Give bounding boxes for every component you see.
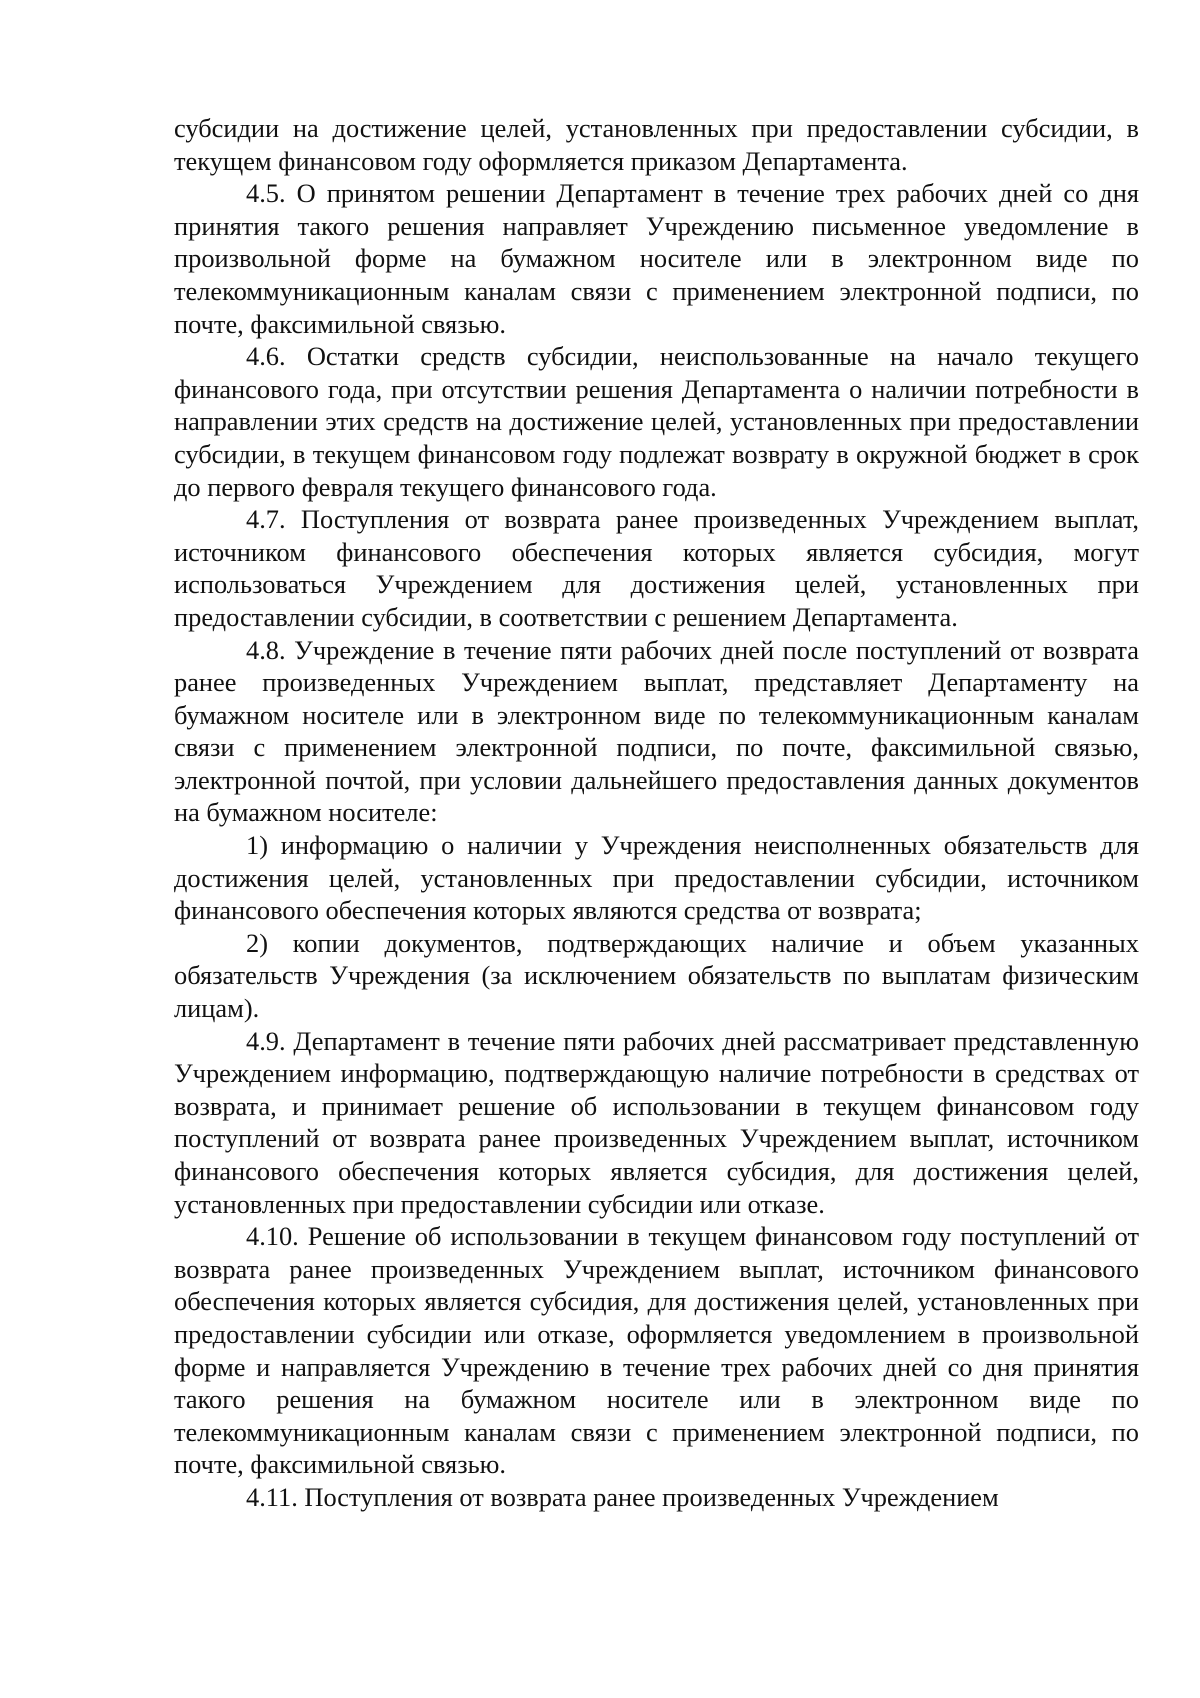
paragraph-4-10: 4.10. Решение об использовании в текущем финансовом году поступлений от возврата ранее произведенных Учреждением выплат, источником финансового обеспечения которых является субсидия, для достижения целей, установленных при предоставлении субсидии или отказе, оформляется уведомлением в произвольной форме и направляется Учреждению в течение трех рабочих дней со дня принятия такого решения на бумажном носителе или в электронном виде по телекоммуникационным каналам связи с применением электронной подписи, по почте, факсимильной связью. xyxy=(174,1221,1139,1480)
paragraph-continuation: субсидии на достижение целей, установленных при предоставлении субсидии, в текущем финансовом году оформляется приказом Департамента. xyxy=(174,113,1139,176)
list-item-2: 2) копии документов, подтверждающих наличие и объем указанных обязательств Учреждения (за исключением обязательств по выплатам физическим лицам). xyxy=(174,927,1139,1024)
document-page xyxy=(174,112,1139,1514)
paragraph-4-6: 4.6. Остатки средств субсидии, неиспользованные на начало текущего финансового года, при отсутствии решения Департамента о наличии потребности в направлении этих средств на достижение целей, установленных при предоставлении субсидии, в текущем финансовом году подлежат возврату в окружной бюджет в срок до первого февраля текущего финансового года. xyxy=(174,341,1139,502)
paragraph-4-8: 4.8. Учреждение в течение пяти рабочих дней после поступлений от возврата ранее произведенных Учреждением выплат, представляет Департаменту на бумажном носителе или в электронном виде по телекоммуникационным каналам связи с применением электронной подписи, по почте, факсимильной связью, электронной почтой, при условии дальнейшего предоставления данных документов на бумажном носителе: xyxy=(174,634,1139,828)
paragraph-4-7: 4.7. Поступления от возврата ранее произведенных Учреждением выплат, источником финансового обеспечения которых является субсидия, могут использоваться Учреждением для достижения целей, установленных при предоставлении субсидии, в соответствии с решением Департамента. xyxy=(174,504,1139,632)
paragraph-4-11: 4.11. Поступления от возврата ранее произведенных Учреждением xyxy=(246,1481,999,1512)
list-item-1: 1) информацию о наличии у Учреждения неисполненных обязательств для достижения целей, установленных при предоставлении субсидии, источником финансового обеспечения которых являются средства от возврата; xyxy=(174,830,1139,926)
paragraph-4-5: 4.5. О принятом решении Департамент в течение трех рабочих дней со дня принятия такого решения направляет Учреждению письменное уведомление в произвольной форме на бумажном носителе или в электронном виде по телекоммуникационным каналам связи с применением электронной подписи, по почте, факсимильной связью. xyxy=(174,178,1139,339)
paragraph-4-9: 4.9. Департамент в течение пяти рабочих дней рассматривает представленную Учреждением информацию, подтверждающую наличие потребности в средствах от возврата, и принимает решение об использовании в текущем финансовом году поступлений от возврата ранее произведенных Учреждением выплат, источником финансового обеспечения которых является субсидия, для достижения целей, установленных при предоставлении субсидии или отказе. xyxy=(174,1025,1139,1219)
